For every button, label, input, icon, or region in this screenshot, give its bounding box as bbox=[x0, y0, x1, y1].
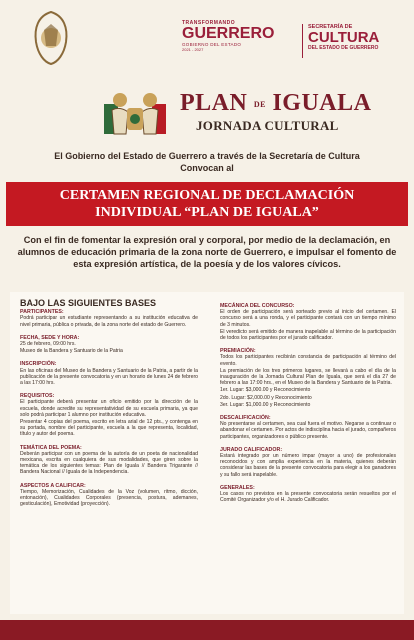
event-subtitle: JORNADA CULTURAL bbox=[196, 118, 339, 133]
section-heading: GENERALES: bbox=[220, 484, 255, 491]
section-paragraph: Los casos no previstos en la presente convocatoria serán resueltos por el Comité Organizador y/o el H. Jurado Calificador. bbox=[220, 491, 396, 504]
section-heading: ASPECTOS A CALIFICAR: bbox=[20, 482, 86, 489]
gov-big-text: GUERRERO bbox=[182, 25, 275, 42]
section-paragraph: 1er. Lugar: $3,000.00 y Reconocimiento bbox=[220, 387, 311, 394]
section-paragraph: Todos los participantes recibirán constancia de participación al término del evento. bbox=[220, 354, 396, 367]
banner-line-1: CERTAMEN REGIONAL DE DECLAMACIÓN bbox=[59, 188, 355, 203]
bases-right-column bbox=[220, 300, 396, 507]
section-gap bbox=[20, 508, 198, 511]
bases-panel bbox=[10, 292, 404, 614]
section-heading: FECHA, SEDE Y HORA: bbox=[20, 334, 80, 341]
section-gap bbox=[220, 479, 396, 482]
event-title-right: IGUALA bbox=[272, 90, 372, 116]
section-heading: INSCRIPCIÓN: bbox=[20, 361, 57, 368]
gov-small-text: TRANSFORMANDO bbox=[182, 20, 236, 26]
section-paragraph: 3er. Lugar: $1,000.00 y Reconocimiento bbox=[220, 401, 311, 408]
section-paragraph: Museo de la Bandera y Santuario de la Patria bbox=[20, 348, 123, 355]
section-paragraph: Presentar 4 copias del poema, escrito en letra arial de 12 pts., y contenga en su portada, nombre del participante, escuela a la que representa, localidad, título y autor del poema. bbox=[20, 419, 198, 438]
section-heading: REQUISITOS: bbox=[20, 393, 55, 400]
banner-line-2: INDIVIDUAL “PLAN DE IGUALA” bbox=[95, 205, 319, 220]
section-paragraph: El orden de participación será sorteado previo al inicio del certamen. El concurso será a una ronda, y el participante contará con un tiempo mínimo de 3 minutos. bbox=[220, 309, 396, 328]
culture-big-text: CULTURA bbox=[308, 29, 380, 46]
section-paragraph: Estará integrado por un número impar (mayor a uno) de profesionales reconocidos y con amplia experiencia en la materia, quienes deberán considerar las bases de la presente convocatoria para elegir a los ganadores y su fallo será inapelable. bbox=[220, 453, 396, 478]
section-heading: PARTICIPANTES: bbox=[20, 309, 64, 316]
section-heading: PREMIACIÓN: bbox=[220, 348, 256, 355]
section-paragraph: Podrá participar un estudiante representando a su institución educativa de nivel primaria, pública o privada, de la zona norte del estado de Guerrero. bbox=[20, 315, 198, 328]
section-gap bbox=[220, 409, 396, 412]
event-title-left: PLAN bbox=[180, 90, 248, 116]
section-heading: DESCALIFICACIÓN: bbox=[220, 415, 271, 422]
convocan-line-1: El Gobierno del Estado de Guerrero a través de la Secretaría de Cultura bbox=[54, 151, 360, 161]
contest-banner-text bbox=[6, 187, 408, 221]
state-seal-icon bbox=[30, 10, 72, 66]
event-title-del: DE bbox=[253, 99, 266, 109]
gov-sub-text: GOBIERNO DEL ESTADO bbox=[182, 42, 242, 47]
header-divider bbox=[302, 24, 303, 58]
convocan-line-2: Convocan al bbox=[180, 163, 234, 173]
event-title bbox=[180, 90, 371, 117]
convocan-text bbox=[0, 150, 414, 174]
bases-heading: BAJO LAS SIGUIENTES BASES bbox=[20, 298, 157, 308]
section-paragraph: No presentarse al certamen, sea cual fuera el motivo. Negarse a continuar o abandonar el certamen. Por actos de indisciplina hacia el jurado, compañeros participantes, organizadores o público presente. bbox=[220, 421, 396, 440]
section-gap bbox=[20, 477, 198, 480]
section-paragraph: En las oficinas del Museo de la Bandera y Santuario de la Patria, a partir de la publicación de la presente convocatoria y en un horario de lunes 24 de febrero a las 17:00 hrs. bbox=[20, 367, 198, 387]
plan-de-iguala-illustration-icon bbox=[100, 88, 170, 140]
section-gap bbox=[220, 342, 396, 345]
section-gap bbox=[20, 329, 198, 332]
government-logo bbox=[182, 20, 298, 52]
section-heading: JURADO CALIFICADOR: bbox=[220, 446, 283, 453]
section-gap bbox=[20, 355, 198, 358]
section-heading: TEMÁTICA DEL POEMA: bbox=[20, 444, 82, 451]
section-paragraph: Tiempo, Memorización, Cualidades de la Voz (volumen, ritmo, dicción, entonación), Cualidades Corporales (presencia, postura, ademanes, gesticulación), Emotividad (proyección). bbox=[20, 488, 198, 508]
intro-paragraph: Con el fin de fomentar la expresión oral y corporal, por medio de la declamación, en alumnos de educación primaria de la zona norte de Guerrero, e impulsar el fomento de esta expresión artística, de la poesía y de los valores cívicos. bbox=[17, 235, 397, 269]
section-gap bbox=[220, 504, 396, 507]
event-title-block bbox=[0, 84, 414, 144]
gov-years-text: 2021 - 2027 bbox=[182, 47, 204, 52]
section-paragraph: El participante deberá presentar un oficio emitido por la dirección de la escuela, donde acredite su representatividad de su escuela primaria, ya que solo podrá participar 1 alumno por institución educativa. bbox=[20, 399, 198, 418]
section-paragraph: 25 de febrero, 09:00 hrs. bbox=[20, 341, 76, 348]
section-gap bbox=[20, 439, 198, 442]
section-heading: MECÁNICA DEL CONCURSO: bbox=[220, 303, 295, 309]
section-gap bbox=[220, 441, 396, 444]
section-gap bbox=[20, 387, 198, 390]
section-paragraph: El veredicto será emitido de manera inapelable al término de la participación de todos los participantes por el jurado calificador. bbox=[220, 328, 396, 342]
header bbox=[0, 0, 414, 78]
section-paragraph: La premiación de los tres primeros lugares, se llevará a cabo el día de la inauguración de la Jornada Cultural Plan de Iguala, que será el día 27 de febrero a las 17:00 hrs., en el Museo de la Bandera y Santuario de la Patria. bbox=[220, 367, 396, 387]
culture-small-text: SECRETARÍA DE bbox=[308, 24, 353, 30]
contest-banner bbox=[6, 182, 408, 226]
section-paragraph: Deberán participar con un poema de la autoría de un poeta de nacionalidad mexicana, escrita en cualquiera de sus modalidades, que giren sobre la temática de los siguientes temas: Plan de Iguala // Bandera Trigarante // Bandera Nacional // Iguala de la Independencia. bbox=[20, 450, 198, 476]
section-paragraph: 2do. Lugar: $2,000.00 y Reconocimiento bbox=[220, 394, 312, 401]
footer-pattern-band bbox=[0, 620, 414, 640]
culture-logo bbox=[308, 24, 408, 51]
bases-left-column bbox=[20, 300, 198, 511]
culture-sub-text: DEL ESTADO DE GUERRERO bbox=[308, 45, 379, 51]
